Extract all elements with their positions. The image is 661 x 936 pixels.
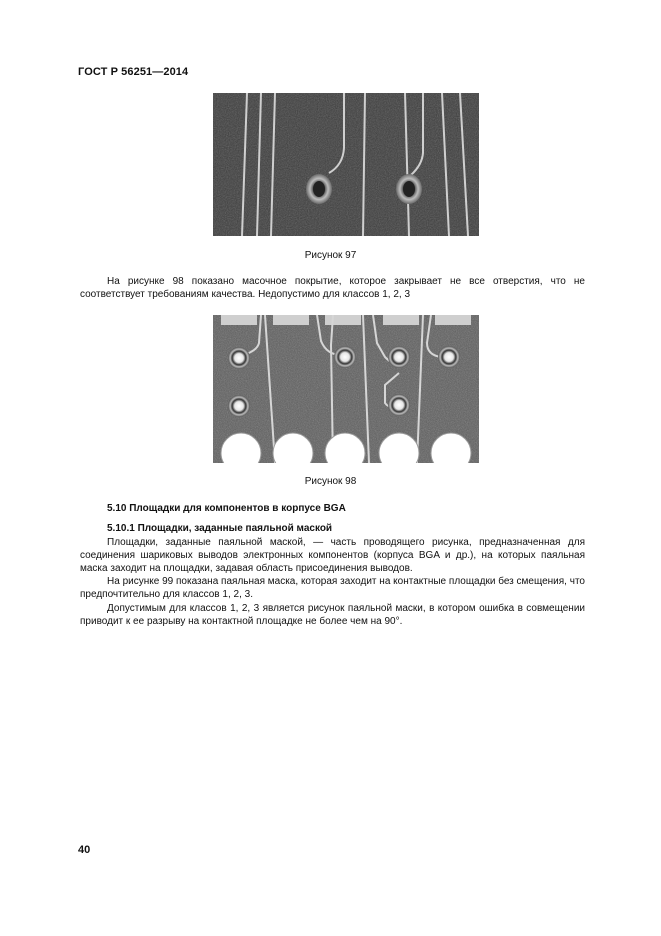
figure-98-image [213, 315, 479, 463]
paragraph-figure-99-description: На рисунке 99 показана паяльная маска, которая заходит на контактные площадки без смещения, что предпочтительно для классов 1, 2, 3. [80, 576, 585, 600]
via-pad [388, 346, 410, 368]
figure-97-photo [213, 93, 479, 236]
figure-97-caption: Рисунок 97 [304, 250, 357, 261]
via-pad [388, 394, 410, 416]
paragraph-bga-pads-definition: Площадки, заданные паяльной маской, — часть проводящего рисунка, предназначенная для соединения шариковых выводов электронных компонентов (корпуса BGA и др.), на которых паяльная маска заходит на площадки, задавая область присоединения выводов. [80, 537, 585, 574]
via-pad [228, 395, 250, 417]
page-number: 40 [78, 844, 91, 856]
figure-98-caption: Рисунок 98 [304, 476, 357, 487]
via-pad-right [396, 174, 422, 204]
document-header: ГОСТ Р 56251—2014 [78, 66, 189, 78]
via-pad [228, 347, 250, 369]
figure-98-photo [213, 315, 479, 463]
paragraph-figure-98-description: На рисунке 98 показано масочное покрытие, которое закрывает не все отверстия, что не соответствует требованиям качества. Недопустимо для классов 1, 2, 3 [80, 276, 585, 300]
via-pad [334, 346, 356, 368]
paragraph-acceptable-classes: Допустимым для классов 1, 2, 3 является рисунок паяльной маски, в котором ошибка в совмещении приводит к ее разрыву на контактной площадке не более чем на 90°. [80, 603, 585, 627]
figure-97-image [213, 93, 479, 236]
section-heading-5-10-1: 5.10.1 Площадки, заданные паяльной маской [107, 523, 333, 534]
via-pad-left [306, 174, 332, 204]
via-pad [438, 346, 460, 368]
section-heading-5-10: 5.10 Площадки для компонентов в корпусе BGA [107, 503, 346, 514]
